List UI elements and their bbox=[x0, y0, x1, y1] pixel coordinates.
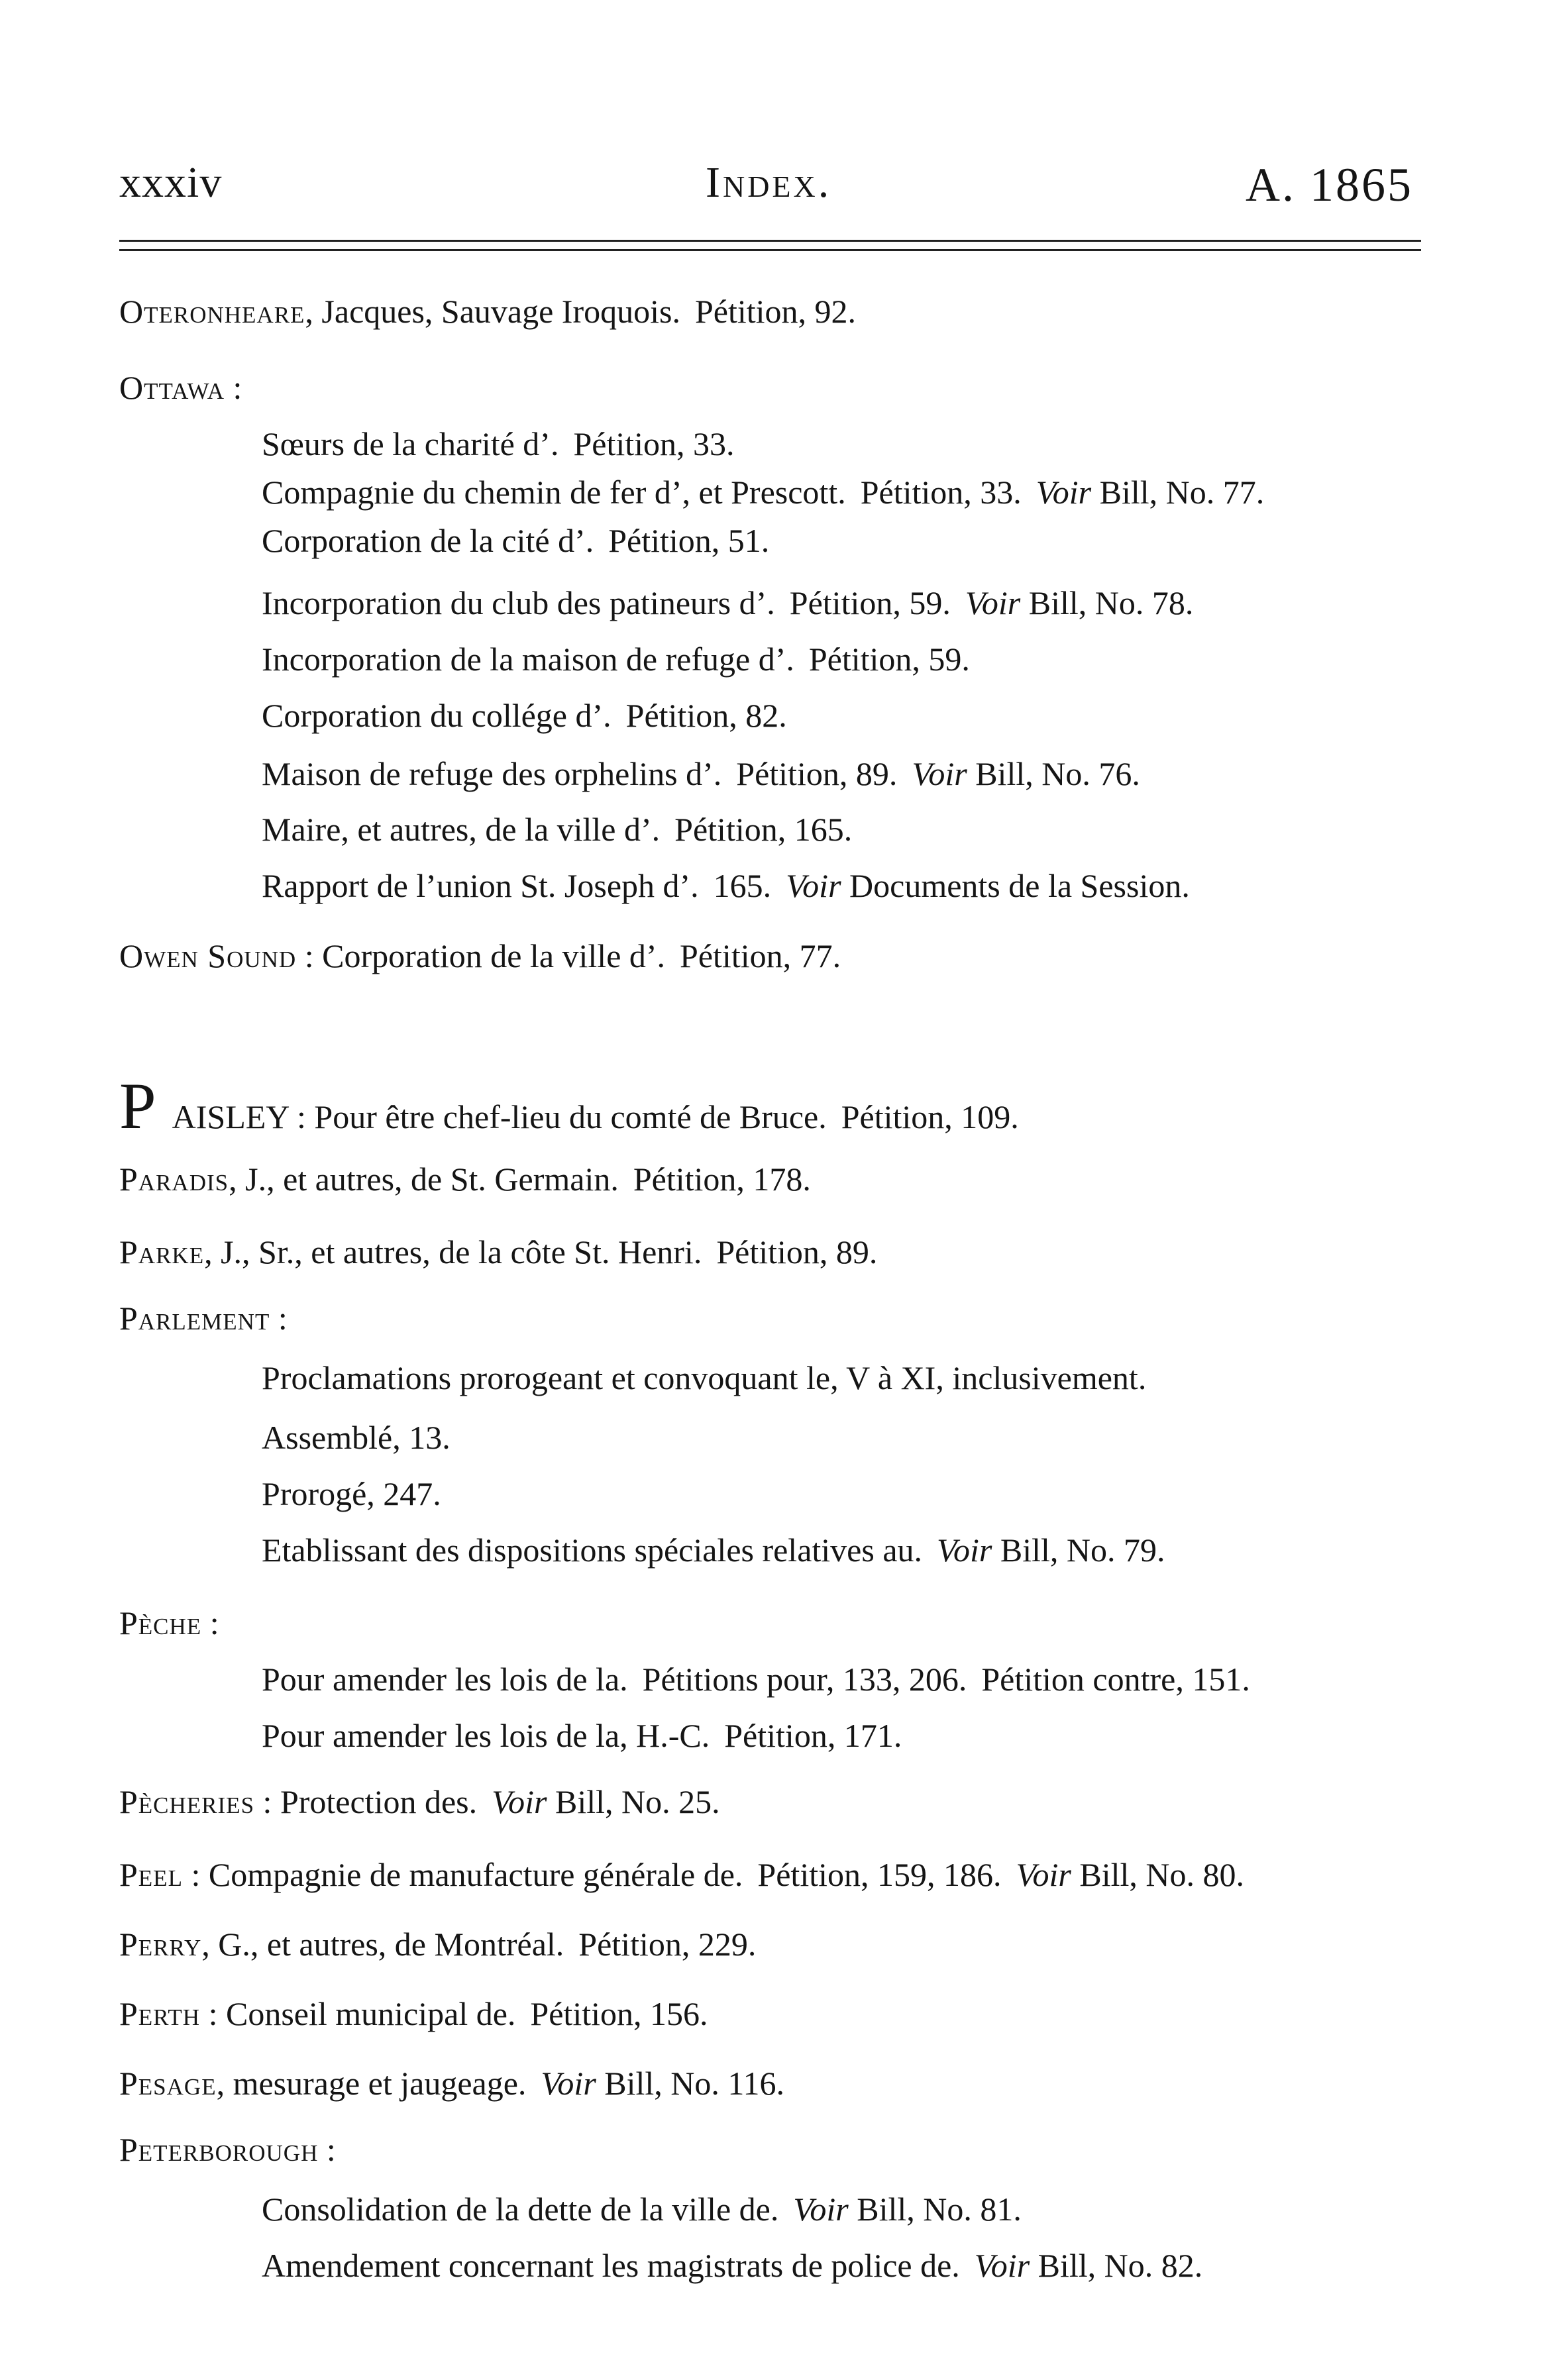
entry-text: Corporation du collége d’. bbox=[262, 697, 612, 734]
entry-text: Sœurs de la charité d’. bbox=[262, 425, 559, 462]
entry-text: Pétition, 51. bbox=[608, 522, 770, 559]
entry-text: Prorogé, 247. bbox=[262, 1475, 441, 1512]
entry-text: Bill, No. 78. bbox=[1020, 584, 1194, 621]
index-entry-parlement-proroge bbox=[262, 1474, 441, 1514]
entry-text: : bbox=[201, 1604, 219, 1641]
entry-text: , J., Sr., et autres, de la côte St. Henri. bbox=[204, 1233, 702, 1270]
index-entry-ottawa bbox=[119, 368, 242, 407]
index-entry-oteronheare bbox=[119, 291, 856, 331]
entry-text: Voir bbox=[786, 867, 841, 904]
entry-text: Pesage bbox=[119, 2065, 217, 2102]
entry-text: Pétition, 89. bbox=[736, 755, 898, 792]
entry-text: Peel bbox=[119, 1856, 183, 1893]
entry-text: Bill, No. 116. bbox=[596, 2065, 785, 2102]
entry-text: Owen Sound bbox=[119, 937, 297, 974]
entry-text: AISLEY : Pour être chef-lieu du comté de Bruce. bbox=[172, 1098, 827, 1135]
entry-text: Proclamations prorogeant et convoquant le, V à XI, inclusivement. bbox=[262, 1359, 1147, 1396]
entry-text: P bbox=[119, 1069, 156, 1143]
entry-text: Voir bbox=[492, 1783, 547, 1820]
entry-text: Pétition, 156. bbox=[530, 1995, 708, 2032]
entry-text: Pétition, 178. bbox=[633, 1161, 811, 1198]
entry-text: : Conseil municipal de. bbox=[200, 1995, 516, 2032]
entry-text: : bbox=[270, 1300, 288, 1337]
entry-text: : Corporation de la ville d’. bbox=[296, 937, 666, 974]
index-entry-owen-sound bbox=[119, 936, 841, 976]
entry-text: Pétition, 59. bbox=[808, 641, 970, 678]
entry-text: Pour amender les lois de la. bbox=[262, 1661, 628, 1698]
entry-text: Ottawa bbox=[119, 369, 225, 406]
entry-text: Bill, No. 80. bbox=[1071, 1856, 1244, 1893]
index-entry-ottawa-college bbox=[262, 696, 787, 735]
entry-text: Documents de la Session. bbox=[841, 867, 1190, 904]
entry-text: Voir bbox=[1016, 1856, 1071, 1893]
entry-text: : Compagnie de manufacture générale de. bbox=[182, 1856, 743, 1893]
index-entry-peche bbox=[119, 1603, 219, 1643]
entry-text: Pétition, 59. bbox=[789, 584, 951, 621]
index-entry-peche-amender-hc bbox=[262, 1716, 902, 1755]
entry-text: Parlement bbox=[119, 1300, 270, 1337]
entry-text: Pétition contre, 151. bbox=[981, 1661, 1250, 1698]
entry-text: Compagnie du chemin de fer d’, et Prescott. bbox=[262, 474, 846, 511]
entry-text: , G., et autres, de Montréal. bbox=[201, 1926, 564, 1963]
index-entry-peche-amender bbox=[262, 1659, 1250, 1699]
entry-text: Voir bbox=[541, 2065, 596, 2102]
entry-text: Voir bbox=[793, 2191, 849, 2228]
entry-text: , mesurage et jaugeage. bbox=[216, 2065, 527, 2102]
entry-text: Incorporation du club des patineurs d’. bbox=[262, 584, 775, 621]
entry-text: Perth bbox=[119, 1995, 201, 2032]
entry-text: Voir bbox=[937, 1531, 992, 1569]
entry-text: Pétition, 165. bbox=[674, 811, 853, 848]
entry-text: Bill, No. 81. bbox=[848, 2191, 1022, 2228]
entry-text: Rapport de l’union St. Joseph d’. bbox=[262, 867, 699, 904]
index-entry-peel bbox=[119, 1855, 1244, 1894]
entry-text: Consolidation de la dette de la ville de. bbox=[262, 2191, 779, 2228]
page-year: A. 1865 bbox=[1246, 158, 1413, 211]
index-entry-peterborough bbox=[119, 2130, 336, 2169]
index-entry-ottawa-refuge bbox=[262, 639, 970, 679]
index-entry-parke bbox=[119, 1232, 877, 1272]
index-entry-ottawa-soeurs bbox=[262, 424, 735, 464]
entry-text: Bill, No. 79. bbox=[992, 1531, 1165, 1569]
entry-text: Maison de refuge des orphelins d’. bbox=[262, 755, 722, 792]
entry-text: Bill, No. 25. bbox=[547, 1783, 720, 1820]
entry-text: Incorporation de la maison de refuge d’. bbox=[262, 641, 794, 678]
page-number: xxxiv bbox=[119, 158, 223, 207]
index-entry-parlement-etablissant bbox=[262, 1530, 1165, 1570]
index-entry-ottawa-rapport bbox=[262, 866, 1190, 905]
entry-text: Pétitions pour, 133, 206. bbox=[642, 1661, 967, 1698]
index-entry-paradis bbox=[119, 1159, 811, 1199]
entry-text: Pétition, 229. bbox=[578, 1926, 757, 1963]
entry-text: Pétition, 92. bbox=[694, 293, 857, 330]
index-entry-pecheries bbox=[119, 1782, 720, 1822]
entry-text: Pétition, 89. bbox=[716, 1233, 878, 1270]
entry-text: Perry bbox=[119, 1926, 202, 1963]
index-entry-peterborough-amendement bbox=[262, 2246, 1202, 2285]
entry-text: Bill, No. 77. bbox=[1091, 474, 1265, 511]
entry-text: Peterborough bbox=[119, 2131, 319, 2168]
index-entry-perth bbox=[119, 1994, 708, 2034]
index-entry-parlement-assemble bbox=[262, 1418, 451, 1457]
entry-text: Pétition, 33. bbox=[860, 474, 1022, 511]
entry-text: Pèche bbox=[119, 1604, 202, 1641]
index-entry-perry bbox=[119, 1924, 756, 1964]
entry-text: Voir bbox=[1036, 474, 1092, 511]
index-entry-ottawa-cite bbox=[262, 521, 769, 560]
entry-text: Corporation de la cité d’. bbox=[262, 522, 594, 559]
index-entry-paisley bbox=[119, 1069, 1019, 1143]
entry-text: Amendement concernant les magistrats de police de. bbox=[262, 2247, 960, 2284]
index-entry-parlement bbox=[119, 1298, 288, 1338]
index-entry-ottawa-chemin bbox=[262, 472, 1264, 512]
entry-text: : Protection des. bbox=[254, 1783, 478, 1820]
index-entry-peterborough-consolidation bbox=[262, 2189, 1022, 2229]
entry-text: , J., et autres, de St. Germain. bbox=[229, 1161, 619, 1198]
entry-text: : bbox=[318, 2131, 336, 2168]
entry-text: Voir bbox=[974, 2247, 1030, 2284]
entry-text: Voir bbox=[912, 755, 967, 792]
header-rule-top bbox=[119, 240, 1421, 242]
entry-text: Etablissant des dispositions spéciales relatives au. bbox=[262, 1531, 923, 1569]
entry-text: Oteronheare bbox=[119, 293, 305, 330]
entry-text: Pècheries bbox=[119, 1783, 255, 1820]
index-entry-parlement-proclamations bbox=[262, 1358, 1146, 1398]
entry-text: 165. bbox=[713, 867, 772, 904]
entry-text: Parke bbox=[119, 1233, 205, 1270]
entry-text: Maire, et autres, de la ville d’. bbox=[262, 811, 661, 848]
entry-text: Pour amender les lois de la, H.-C. bbox=[262, 1717, 710, 1754]
entry-text: Pétition, 33. bbox=[573, 425, 735, 462]
entry-text: Bill, No. 76. bbox=[967, 755, 1140, 792]
entry-text: , Jacques, Sauvage Iroquois. bbox=[305, 293, 680, 330]
entry-text: Paradis bbox=[119, 1161, 229, 1198]
entry-text: : bbox=[224, 369, 242, 406]
entry-text: Pétition, 109. bbox=[841, 1098, 1019, 1135]
entry-text: Bill, No. 82. bbox=[1030, 2247, 1203, 2284]
index-entry-pesage bbox=[119, 2063, 784, 2103]
entry-text: Pétition, 77. bbox=[680, 937, 841, 974]
entry-text: Voir bbox=[965, 584, 1021, 621]
header-rule-bottom bbox=[119, 249, 1421, 251]
entry-text: Pétition, 159, 186. bbox=[757, 1856, 1002, 1893]
page-title: Index. bbox=[706, 158, 832, 207]
index-entry-ottawa-patineurs bbox=[262, 583, 1193, 623]
index-entry-ottawa-orphelins bbox=[262, 754, 1140, 794]
index-entry-ottawa-maire bbox=[262, 809, 852, 849]
entry-text: Assemblé, 13. bbox=[262, 1419, 451, 1456]
entry-text: Pétition, 171. bbox=[724, 1717, 902, 1754]
entry-text: Pétition, 82. bbox=[625, 697, 787, 734]
